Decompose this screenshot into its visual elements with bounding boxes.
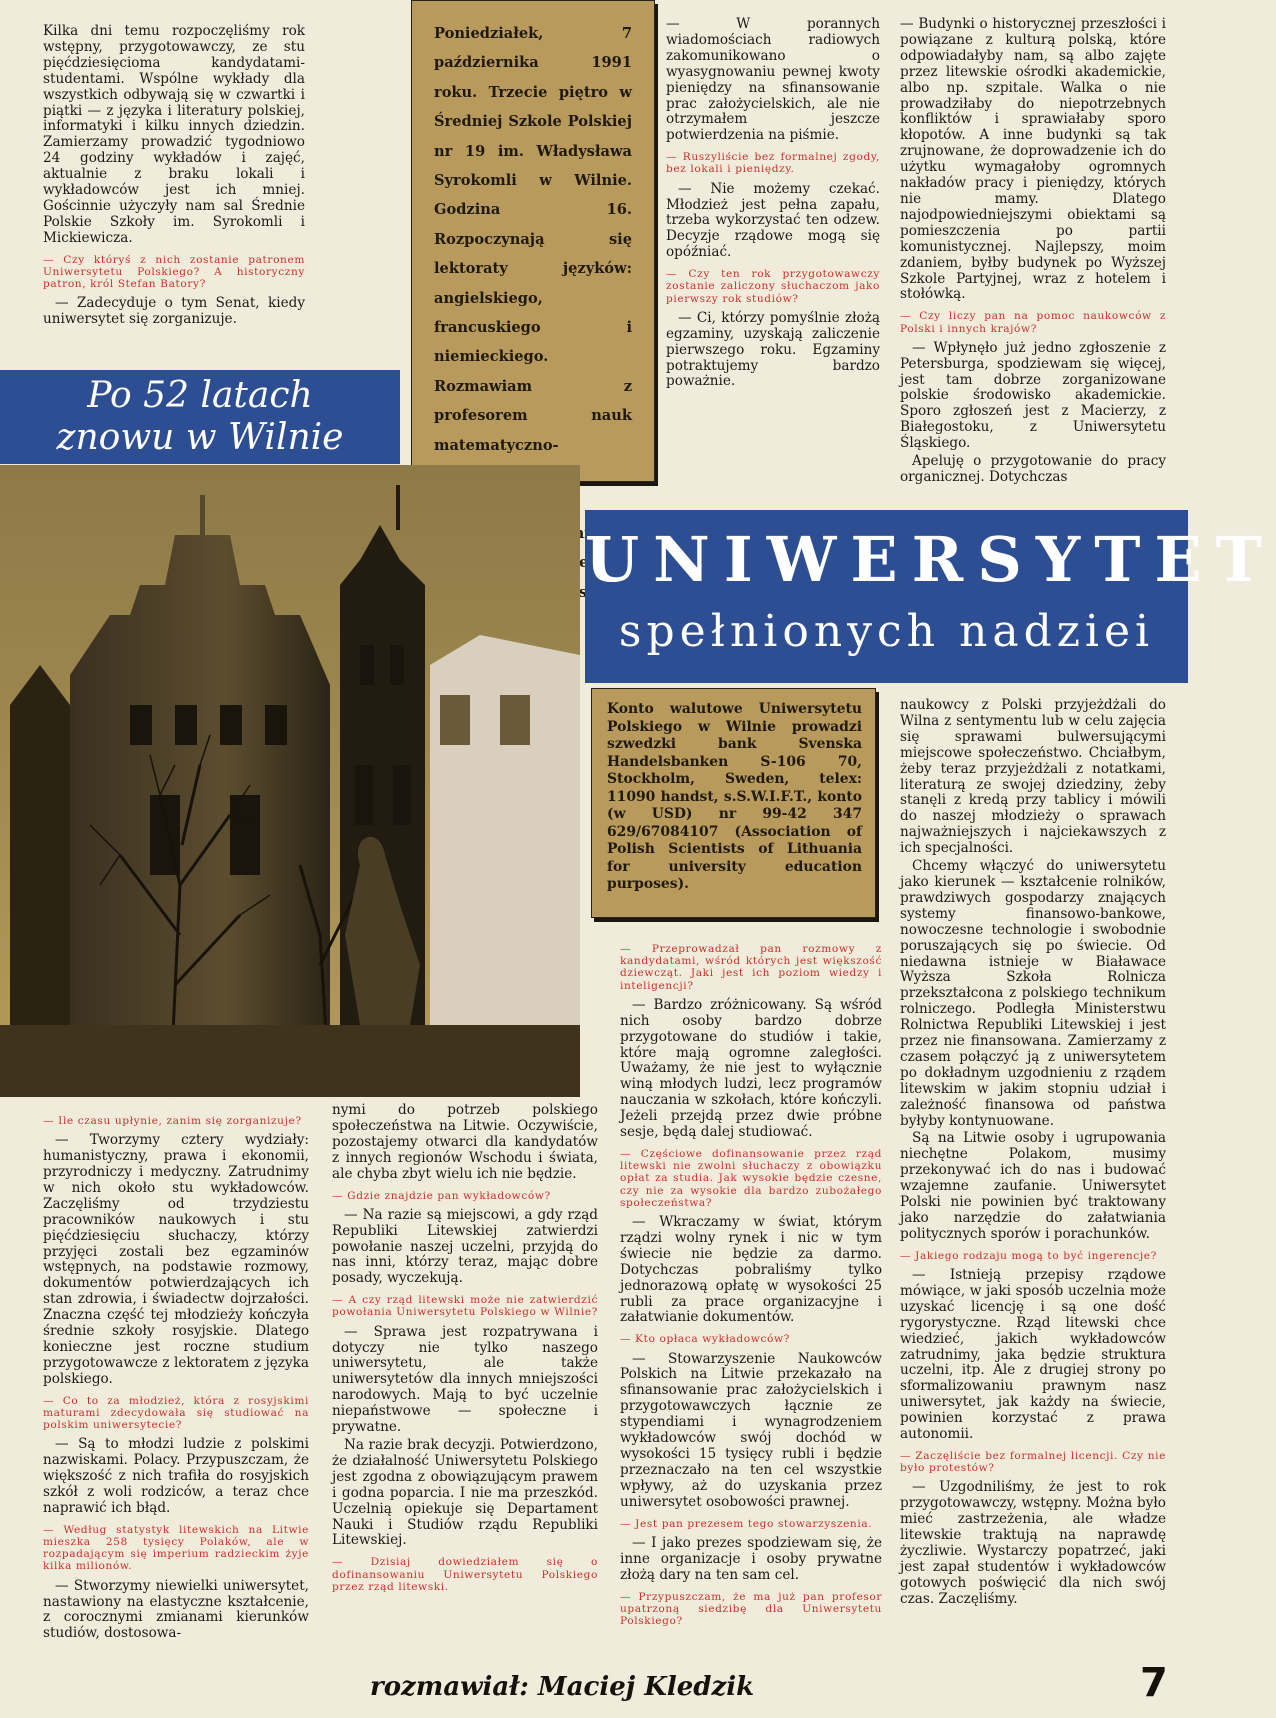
question: — Częściowe dofinansowanie przez rząd litewski nie zwolni słuchaczy z obowiązku opłat za studia. Jak wysokie będzie czesne, czy nie za wysokie dla bardzo zubożałego społeczeństwa? [620,1147,882,1209]
paragraph: — Są to młodzi ludzie z polskimi nazwiskami. Polacy. Przypuszczam, że większość z nich trafiła do rosyjskich szkół z woli rodziców, a teraz chce naprawić ich błąd. [43,1436,309,1516]
title-banner-left [0,370,400,464]
question: — Kto opłaca wykładowców? [620,1333,790,1346]
question: — Jest pan prezesem tego stowarzyszenia. [620,1517,873,1530]
paragraph: nymi do potrzeb polskiego społeczeństwa na Litwie. Oczywiście, pozostajemy otwarci dla kandydatów z innych regionów Wschodu i świata, ale chyba zbyt wielu ich nie będzie. [332,1102,598,1182]
column-second-bottom [332,1103,598,1599]
title-line-2: znowu w Wilnie [56,417,344,458]
question: — Przypuszczam, że ma już pan profesor upatrzoną siedzibę dla Uniwersytetu Polskiego? [620,1590,882,1627]
paragraph: — Uzgodniliśmy, że jest to rok przygotowawczy, wstępny. Można było mieć zastrzeżenia, ale władze litewskie traktują na naprawdę życzliwie. Wystarczy popatrzeć, jaki jest zapał studentów i wykładowców gotowych poświęcić dla nich swój czas. Zaczęliśmy. [900,1479,1166,1607]
paragraph: — Istnieją przepisy rządowe mówiące, w jaki sposób uczelnia może uzyskać licencję i są one dość rygorystyczne. Rząd litewski chce wiedzieć, jakich wykładowców zatrudnimy, jaka będzie struktura uczelni, itp. Ale z drugiej strony po sformalizowaniu prawnym nasz uniwersytet, jak każdy na świecie, powinien korzystać z prawa autonomii. [900,1267,1166,1443]
paragraph: — Nie możemy czekać. Młodzież jest pełna zapału, trzeba wykorzystać ten odzew. Decyzje rządowe mogą się opóźniać. [666,180,880,261]
paragraph: naukowcy z Polski przyjeżdżali do Wilna z sentymentu lub w celu zajęcia się sprawami bulwersującymi miejscowe społeczeństwo. Chciałbym, żeby teraz przyjeżdżali z notatkami, literaturą ze swojej dziedziny, żeby stanęli z kredą przy tablicy i mówili do naszej młodzieży o sprawach najważniejszych i najciekawszych z ich specjalności. [900,697,1166,857]
paragraph: — Wkraczamy w świat, którym rządzi wolny rynek i nic w tym świecie nie będzie za darmo. Dotychczas pobraliśmy tylko jednorazową opłatę w wysokości 25 rubli za prace organizacyjne i załatwianie dokumentów. [620,1213,882,1326]
paragraph: — Stworzymy niewielki uniwersytet, nastawiony na elastyczne kształcenie, z corocznymi zmianami kierunków studiów, dostosowa- [43,1577,309,1642]
column-4 [900,17,1166,488]
question: — Co to za młodzież, która z rosyjskimi maturami zdecydowała się studiować na polskim uniwersytecie? [43,1394,309,1432]
question: — Przeprowadzał pan rozmowy z kandydatami, wśród których jest większość dziewcząt. Jaki jest ich poziom wiedzy i inteligencji? [620,943,882,992]
account-text: Konto walutowe Uniwersytetu Polskiego w Wilnie prowadzi szwedzki bank Svenska Handelsbanken S-106 70, Stockholm, Sweden, telex: 11090 handst, s.S.W.I.F.T., konto (w USD) nr 99-42 347 629/67084107 (Association of Polish Scientists of Lithuania for university education purposes). [607,701,862,892]
intro-box [411,0,655,482]
paragraph: — Wpłynęło już jedno zgłoszenie z Petersburga, spodziewam się więcej, jest tam dobrze zorganizowane polskie środowisko akademickie. Sporo zgłoszeń jest z Macierzy, z Białegostoku, z Uniwersytetu Śląskiego. [900,339,1166,452]
paragraph: Są na Litwie osoby i ugrupowania niechętne Polakom, musimy przekonywać ich do nas i budować wzajemne zaufanie. Uniwersytet Polski nie powinien być traktowany jako narzędzie do załatwiania politycznych sporów i porachunków. [900,1130,1166,1242]
paragraph: — Zadecyduje o tym Senat, kiedy uniwersytet się zorganizuje. [43,295,305,328]
paragraph: Na razie brak decyzji. Potwierdzono, że działalność Uniwersytetu Polskiego jest zgodna z obowiązującym prawem i godna poparcia. I nie ma przeszkód. Uczelnią opiekuje się Departament Nauki i Studiów rządu Republiki Litewskiej. [332,1437,598,1549]
paragraph: Chcemy włączyć do uniwersytetu jako kierunek — kształcenie rolników, prawdziwych gospodarzy znających systemy finansowo-bankowe, nowoczesne technologie i swobodnie poruszających się po świecie. Od niedawna istnieje w Białawace Wyższa Szkoła Rolnicza przekształcona z polskiego technikum rolniczego. Podległa Ministerstwu Rolnictwa Republiki Litewskiej i jest przez nie finansowana. Zamierzamy z czasem połączyć ją z uniwersytetem po dokładnym uzgodnieniu z rządem litewskim w jakim stopniu udział i zależność finansowa od państwa byłyby kontynuowane. [900,858,1166,1129]
question: — Gdzie znajdzie pan wykładowców? [332,1189,551,1202]
paragraph: — Tworzymy cztery wydziały: humanistyczny, prawa i ekonomii, przyrodniczy i medyczny. Zatrudnimy w nich około stu wykładowców. Zaczęliśmy od trzydziestu pracowników naukowych i stu pięćdziesięciu słuchaczy, którzy przyjęci zostali bez egzaminów wstępnych, na podstawie rozmowy, dokumentów potwierdzających ich stan zdrowia, i świadectw dojrzałości. Znaczna część tej młodzieży kończyła średnie szkoły rosyjskie. Dlatego konieczne jest roczne studium przygotowawcze z lektoratem z języka polskiego. [43,1132,309,1387]
question: — Według statystyk litewskich na Litwie mieszka 258 tysięcy Polaków, ale w rozpadającym się imperium radzieckim żyje kilka milionów. [43,1523,309,1573]
paragraph: — Bardzo zróżnicowany. Są wśród nich osoby bardzo dobrze przygotowane do studiów i takie, które mają ogromne zaległości. Uważamy, że nie jest to wyłącznie winą młodych ludzi, lecz programów nauczania w szkołach, które kończyli. Jeżeli przejdą przez dwie próbne sesje, będą dalej studiować. [620,996,882,1141]
page-number: 7 [1140,1660,1168,1706]
paragraph: Kilka dni temu rozpoczęliśmy rok wstępny, przygotowawczy, ze stu pięćdziesięcioma kandydatami-studentami. Wspólne wykłady dla wszystkich odbywają się w czwartki i piątki — z języka i literatury polskiej, informatyki i kilku innych dziedzin. Zamierzamy prowadzić tygodniowo 24 godziny wykładów i zajęć, aktualnie z braku lokali i wykładowców jest ich mniej. Gościnnie użyczyły nam sal Średnie Polskie Szkoły im. Syrokomli i Mickiewicza. [43,23,305,246]
headline-banner [585,510,1276,683]
intro-text: Poniedziałek, 7 października 1991 roku. Trzecie piętro w Średniej Szkole Polskiej nr 19 im. Władysława Syrokomli w Wilnie. Godzina 16. Rozpoczynają się lektoraty języków: angielskiego, francuskiego i niemieckiego. Rozmawiam z profesorem nauk matematyczno- [434,25,632,454]
question: — A czy rząd litewski może nie zatwierdzić powołania Uniwersytetu Polskiego w Wilnie? [332,1294,598,1319]
column-left-bottom [43,1108,309,1644]
question: — Czy liczy pan na pomoc naukowców z Polski i innych krajów? [900,310,1166,335]
paragraph: — Ci, którzy pomyślnie złożą egzaminy, uzyskają zaliczenie pierwszego roku. Egzaminy potraktujemy bardzo poważnie. [666,309,880,390]
headline-main: UNIWERSYTET [585,523,1276,596]
column-1 [43,24,305,330]
headline-sub: spełnionych nadziei [618,606,1155,657]
paragraph: — Sprawa jest rozpatrywana i dotyczy nie tylko naszego uniwersytetu, ale także uniwersytetów dla innych mniejszości narodowych. Mają to być uczelnie niepaństwowe — społeczne i prywatne. [332,1323,598,1436]
church-illustration [0,465,580,1097]
question: — Ruszyliście bez formalnej zgody, bez lokali i pieniędzy. [666,151,880,176]
title-line-1: Po 52 latach [87,375,313,416]
question: — Ile czasu upłynie, zanim się zorganizuje? [43,1115,302,1127]
church-photo [0,465,580,1097]
paragraph: — W porannych wiadomościach radiowych zakomunikowano o wyasygnowaniu pewnej kwoty pieniędzy na sfinansowanie prac założycielskich, ale nie otrzymałem jeszcze potwierdzenia na piśmie. [666,16,880,144]
account-box [591,688,876,918]
question: — Jakiego rodzaju mogą to być ingerencje? [900,1249,1157,1262]
author-signature: rozmawiał: Maciej Kledzik [370,1672,755,1702]
question: — Czy któryś z nich zostanie patronem Uniwersytetu Polskiego? A historyczny patron, król Stefan Batory? [43,253,305,291]
question: — Czy ten rok przygotowawczy zostanie zaliczony słuchaczom jako pierwszy rok studiów? [666,268,880,305]
paragraph: Apeluję o przygotowanie do pracy organicznej. Dotychczas [900,453,1166,485]
paragraph: — I jako prezes spodziewam się, że inne organizacje i osoby prywatne złożą dary na ten sam cel. [620,1534,882,1583]
paragraph: — Budynki o historycznej przeszłości i powiązane z kulturą polską, które odpowiadałyby nam, są albo zajęte przez litewskie ośrodki akademickie, albo np. szpitale. Walka o nie prowadziłaby do niepotrzebnych konfliktów i sprawiałaby sporo kłopotów. A inne budynki są tak zrujnowane, że doprowadzenie ich do użytku wymagałoby ogromnych nakładów pracy i pieniędzy, których nie mamy. Dlatego najodpowiedniejszymi obiektami są pomieszczenia po partii komunistycznej. Najlepszy, moim zdaniem, byłby budynek po Wyższej Szkole Partyjnej, wraz z hotelem i stołówką. [900,16,1166,303]
column-right-bottom [900,698,1166,1610]
column-3 [666,17,880,392]
paragraph: — Na razie są miejscowi, a gdy rząd Republiki Litewskiej zatwierdzi powołanie naszej uczelni, przyjdą do nas inni, którzy teraz, mając dobre posady, wyczekują. [332,1206,598,1287]
column-mid-bottom [620,936,882,1633]
paragraph: — Stowarzyszenie Naukowców Polskich na Litwie przekazało na sfinansowanie prac założycielskich i przygotowawczych łącznie ze stypendiami i wynagrodzeniem wykładowców swój dochód w wysokości 15 tysięcy rubli i będzie przeznaczało na ten cel wszystkie wpływy, aż do uzyskania przez uniwersytet osobowości prawnej. [620,1350,882,1510]
question: — Zaczęliście bez formalnej licencji. Czy nie było protestów? [900,1449,1166,1475]
question: — Dzisiaj dowiedziałem się o dofinansowaniu Uniwersytetu Polskiego przez rząd litewski. [332,1556,598,1593]
